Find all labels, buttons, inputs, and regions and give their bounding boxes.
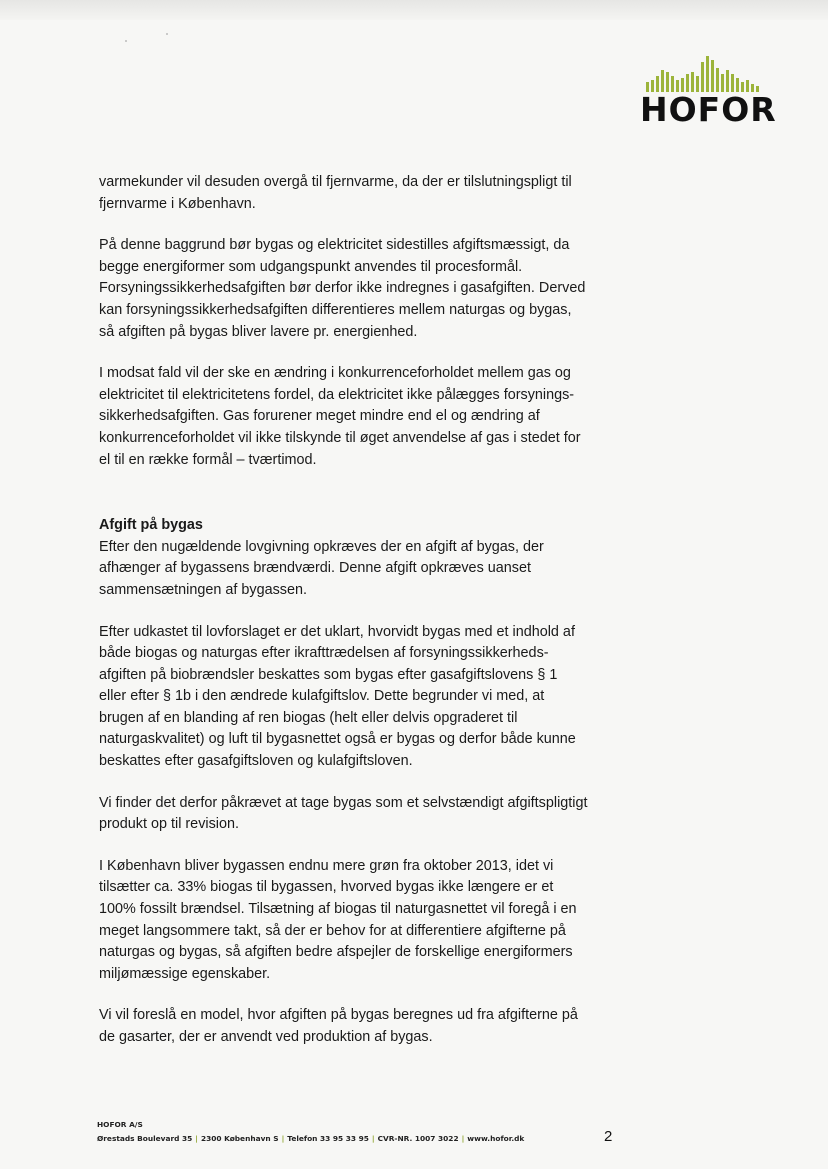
text-line: På denne baggrund bør bygas og elektricitet sidestilles afgiftsmæssigt, da: [99, 237, 570, 254]
text-line: konkurrenceforholdet vil ikke tilskynde til øget anvendelse af gas i stedet for: [99, 429, 581, 446]
text-line: Vi finder det derfor påkrævet at tage bygas som et selvstændigt afgiftspligtigt: [99, 794, 588, 811]
text-line: afgiften på biobrændsler beskattes som bygas efter gasafgiftslovens § 1: [99, 666, 558, 683]
letter-body: [99, 172, 619, 1069]
text-line: elektricitet til elektricitetens fordel, da elektricitet ikke pålægges forsynings-: [99, 386, 575, 403]
paragraph-5: [99, 622, 619, 773]
text-line: fjernvarme i København.: [99, 195, 256, 212]
text-line: både biogas og naturgas efter ikrafttrædelsen af forsyningssikkerheds-: [99, 645, 549, 662]
section-heading: Afgift på bygas: [99, 517, 203, 534]
text-line: Forsyningssikkerhedsafgiften bør derfor ikke indregnes i gasafgiften. Derved: [99, 280, 586, 297]
text-line: el til en række formål – tværtimod.: [99, 451, 317, 468]
text-line: så afgiften på bygas bliver lavere pr. energienhed.: [99, 323, 418, 340]
text-line: I modsat fald vil der ske en ændring i konkurrenceforholdet mellem gas og: [99, 365, 571, 382]
logo-wordmark: HOFOR: [640, 90, 777, 129]
text-line: I København bliver bygassen endnu mere grøn fra oktober 2013, idet vi: [99, 857, 554, 874]
text-line: meget langsommere takt, så der er behov for at differentiere afgifterne på: [99, 922, 566, 939]
footer-separator: |: [195, 1134, 198, 1143]
text-line: beskattes efter gasafgiftsloven og kulafgiftsloven.: [99, 753, 413, 770]
text-line: naturgas og bygas, så afgiften bedre afspejler de forskellige energiformers: [99, 944, 573, 961]
page-number: 2: [604, 1128, 613, 1145]
text-line: 100% fossilt brændsel. Tilsætning af biogas til naturgasnettet vil foregå i en: [99, 901, 577, 918]
paragraph-1: [99, 172, 619, 215]
hofor-logo: [640, 56, 777, 136]
footer-address: Ørestads Boulevard 35: [97, 1134, 193, 1143]
paragraph-2: [99, 235, 619, 343]
text-line: sikkerhedsafgiften. Gas forurener meget mindre end el og ændring af: [99, 408, 540, 425]
text-line: brugen af en blanding af ren biogas (helt eller delvis opgraderet til: [99, 709, 518, 726]
footer-separator: |: [461, 1134, 465, 1143]
paragraph-8: [99, 1005, 619, 1048]
logo-bars-icon: [646, 56, 764, 92]
paragraph-6: [99, 793, 619, 836]
footer-cvr: CVR-NR. 1007 3022: [377, 1134, 459, 1143]
text-line: afhænger af bygassens brændværdi. Denne afgift opkræves uanset: [99, 560, 531, 577]
text-line: eller efter § 1b i den ændrede kulafgiftslov. Dette begrunder vi med, at: [99, 688, 545, 705]
text-line: Efter den nugældende lovgivning opkræves der en afgift af bygas, der: [99, 538, 544, 555]
text-line: begge energiformer som udgangspunkt anvendes til procesformål.: [99, 258, 523, 275]
paragraph-3: [99, 363, 619, 471]
footer-separator: |: [281, 1134, 285, 1143]
footer-contact-line: [97, 1132, 637, 1146]
footer-company: HOFOR A/S: [97, 1120, 143, 1129]
text-line: kan forsyningssikkerhedsafgiften differentieres mellem naturgas og bygas,: [99, 301, 572, 318]
footer-city: 2300 København S: [200, 1134, 279, 1143]
text-line: produkt op til revision.: [99, 816, 239, 833]
footer-website[interactable]: www.hofor.dk: [467, 1134, 525, 1143]
text-line: sammensætningen af bygassen.: [99, 581, 307, 598]
text-line: naturgaskvalitet) og luft til bygasnettet også er bygas og derfor både kunne: [99, 731, 576, 748]
paragraph-7: [99, 856, 619, 986]
paragraph-4: [99, 537, 619, 602]
footer-phone: Telefon 33 95 33 95: [287, 1134, 369, 1143]
scan-speck: [125, 40, 127, 42]
scan-speck: [166, 33, 168, 35]
footer: [97, 1118, 637, 1146]
text-line: varmekunder vil desuden overgå til fjernvarme, da der er tilslutningspligt til: [99, 174, 572, 190]
scan-edge: [0, 0, 828, 20]
text-line: tilsætter ca. 33% biogas til bygassen, hvorved bygas ikke længere er et: [99, 879, 554, 896]
text-line: Efter udkastet til lovforslaget er det uklart, hvorvidt bygas med et indhold af: [99, 623, 575, 640]
footer-separator: |: [371, 1134, 375, 1143]
text-line: Vi vil foreslå en model, hvor afgiften på bygas beregnes ud fra afgifterne på: [99, 1007, 578, 1024]
text-line: de gasarter, der er anvendt ved produktion af bygas.: [99, 1029, 433, 1045]
text-line: miljømæssige egenskaber.: [99, 965, 271, 982]
